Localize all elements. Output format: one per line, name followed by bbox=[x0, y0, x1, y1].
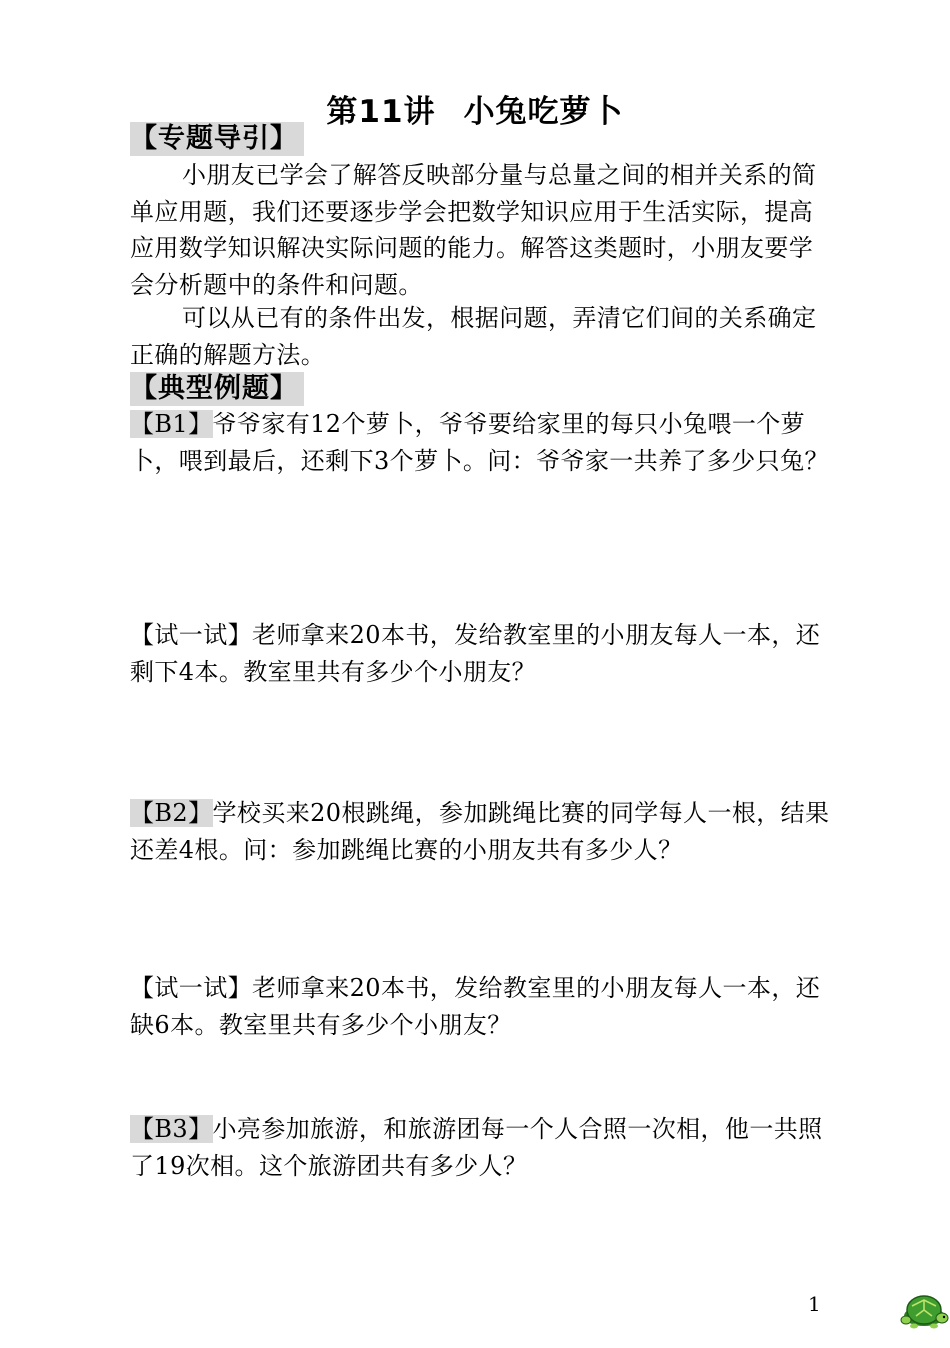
problem-text: 爷爷家有12个萝卜，爷爷要给家里的每只小兔喂一个萝卜，喂到最后，还剩下3个萝卜。问：爷爷家一共养了多少只兔？ bbox=[130, 410, 829, 475]
problem-text: 小亮参加旅游，和旅游团每一个人合照一次相，他一共照了19次相。这个旅游团共有多少人？ bbox=[130, 1115, 823, 1180]
problem-try-1 bbox=[130, 617, 830, 690]
problem-tag: 【B3】 bbox=[130, 1115, 213, 1143]
page-number: 1 bbox=[808, 1292, 821, 1316]
lecture-topic: 小兔吃萝卜 bbox=[463, 94, 624, 130]
problem-b3 bbox=[130, 1111, 830, 1184]
turtle-icon bbox=[898, 1286, 950, 1330]
problem-tag: 【B2】 bbox=[130, 799, 213, 827]
intro-paragraph-2: 可以从已有的条件出发，根据问题，弄清它们间的关系确定正确的解题方法。 bbox=[130, 304, 817, 369]
problem-b1 bbox=[130, 406, 830, 479]
lecture-number: 第11讲 bbox=[326, 94, 436, 130]
problem-text: 老师拿来20本书，发给教室里的小朋友每人一本，还缺6本。教室里共有多少个小朋友？ bbox=[130, 974, 821, 1039]
problem-tag: 【B1】 bbox=[130, 410, 213, 438]
problem-try-2 bbox=[130, 970, 830, 1043]
section-heading-examples: 【典型例题】 bbox=[130, 372, 304, 406]
problem-tag: 【试一试】 bbox=[130, 621, 252, 649]
intro-paragraph-1: 小朋友已学会了解答反映部分量与总量之间的相并关系的简单应用题，我们还要逐步学会把数学知识应用于生活实际，提高应用数学知识解决实际问题的能力。解答这类题时，小朋友要学会分析题中的条件和问题。 bbox=[130, 161, 817, 299]
problem-b2 bbox=[130, 795, 830, 868]
problem-tag: 【试一试】 bbox=[130, 974, 252, 1002]
problem-text: 学校买来20根跳绳，参加跳绳比赛的同学每人一根，结果还差4根。问：参加跳绳比赛的小朋友共有多少人？ bbox=[130, 799, 830, 864]
section-heading-intro: 【专题导引】 bbox=[130, 122, 304, 156]
problem-text: 老师拿来20本书，发给教室里的小朋友每人一本，还剩下4本。教室里共有多少个小朋友？ bbox=[130, 621, 821, 686]
